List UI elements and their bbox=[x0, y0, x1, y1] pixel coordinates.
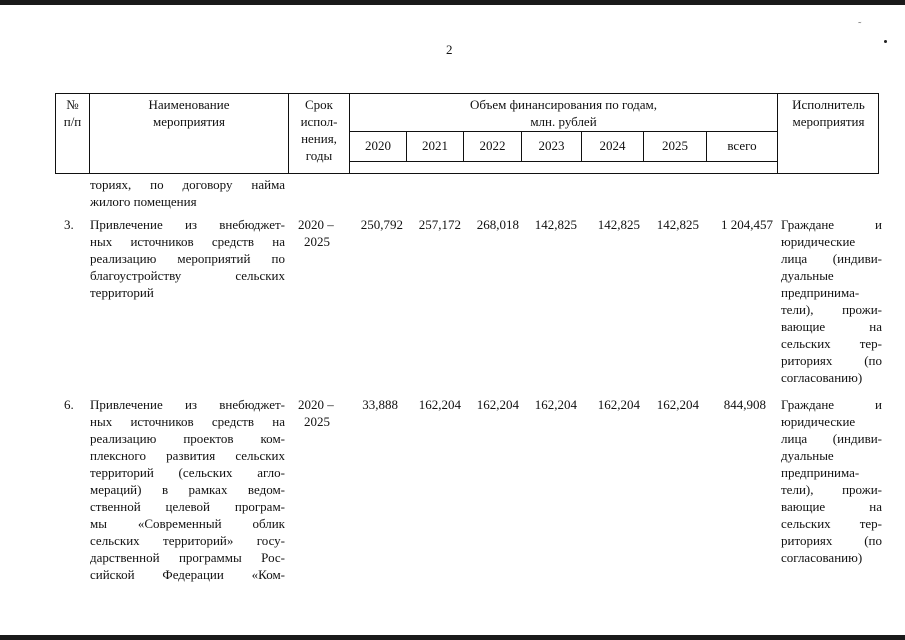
value-2024: 142,825 bbox=[597, 217, 640, 232]
header-funding: Объем финансирования по годам, млн. рублей bbox=[469, 97, 658, 129]
header-year-2023: 2023 bbox=[538, 138, 565, 153]
header-year-2021: 2021 bbox=[422, 138, 448, 153]
row-term: 2020 – 2025 bbox=[298, 397, 334, 429]
value-2020: 33,888 bbox=[362, 397, 398, 412]
row-executor: Граждане и юридические лица (индиви- дуальные предпринима- тели), прожи- вающие на сельских тер- риториях (по согласованию) bbox=[781, 217, 882, 385]
value-2022: 162,204 bbox=[476, 397, 519, 412]
value-2020: 250,792 bbox=[360, 217, 403, 232]
value-2023: 162,204 bbox=[534, 397, 577, 412]
row-term: 2020 – 2025 bbox=[298, 217, 334, 249]
value-2025: 142,825 bbox=[656, 217, 699, 232]
value-2021: 162,204 bbox=[418, 397, 461, 412]
scan-dot bbox=[884, 40, 887, 43]
header-executor: Исполнитель мероприятия bbox=[792, 97, 865, 129]
scan-top-border bbox=[0, 0, 905, 5]
value-2023: 142,825 bbox=[534, 217, 577, 232]
scan-mark: ˜ bbox=[858, 21, 862, 32]
header-total: всего bbox=[727, 138, 757, 153]
header-year-2020: 2020 bbox=[365, 138, 391, 153]
value-2024: 162,204 bbox=[597, 397, 640, 412]
value-total: 1 204,457 bbox=[721, 217, 773, 232]
row-name: Привлечение из внебюджет- ных источников средств на реализацию проектов ком- плексного развития сельских территорий (сельских агло- мераций) в рамках ведом- ственной целевой програм- мы «Современный облик сельских территорий» госу- дарственной программы Рос- сийской Федерации «Ком- bbox=[90, 397, 285, 582]
row-number: 6. bbox=[64, 397, 74, 412]
header-year-2025: 2025 bbox=[662, 138, 688, 153]
header-term: Срок испол- нения, годы bbox=[300, 97, 338, 163]
scan-bottom-border bbox=[0, 635, 905, 640]
header-name: Наименование мероприятия bbox=[148, 97, 230, 129]
value-2022: 268,018 bbox=[476, 217, 519, 232]
row-name: Привлечение из внебюджет- ных источников средств на реализацию мероприятий по благоустройству сельских территорий bbox=[90, 217, 285, 300]
header-year-2024: 2024 bbox=[599, 138, 626, 153]
row-number: 3. bbox=[64, 217, 74, 232]
continuation-text: ториях, по договору найма жилого помещения bbox=[90, 177, 285, 209]
header-year-2022: 2022 bbox=[479, 138, 506, 153]
page-number: 2 bbox=[446, 42, 453, 57]
header-num: № п/п bbox=[63, 97, 82, 129]
row-executor: Граждане и юридические лица (индиви- дуальные предпринима- тели), прожи- вающие на сельских тер- риториях (по согласованию) bbox=[781, 397, 882, 565]
value-total: 844,908 bbox=[723, 397, 766, 412]
value-2025: 162,204 bbox=[656, 397, 699, 412]
value-2021: 257,172 bbox=[418, 217, 461, 232]
